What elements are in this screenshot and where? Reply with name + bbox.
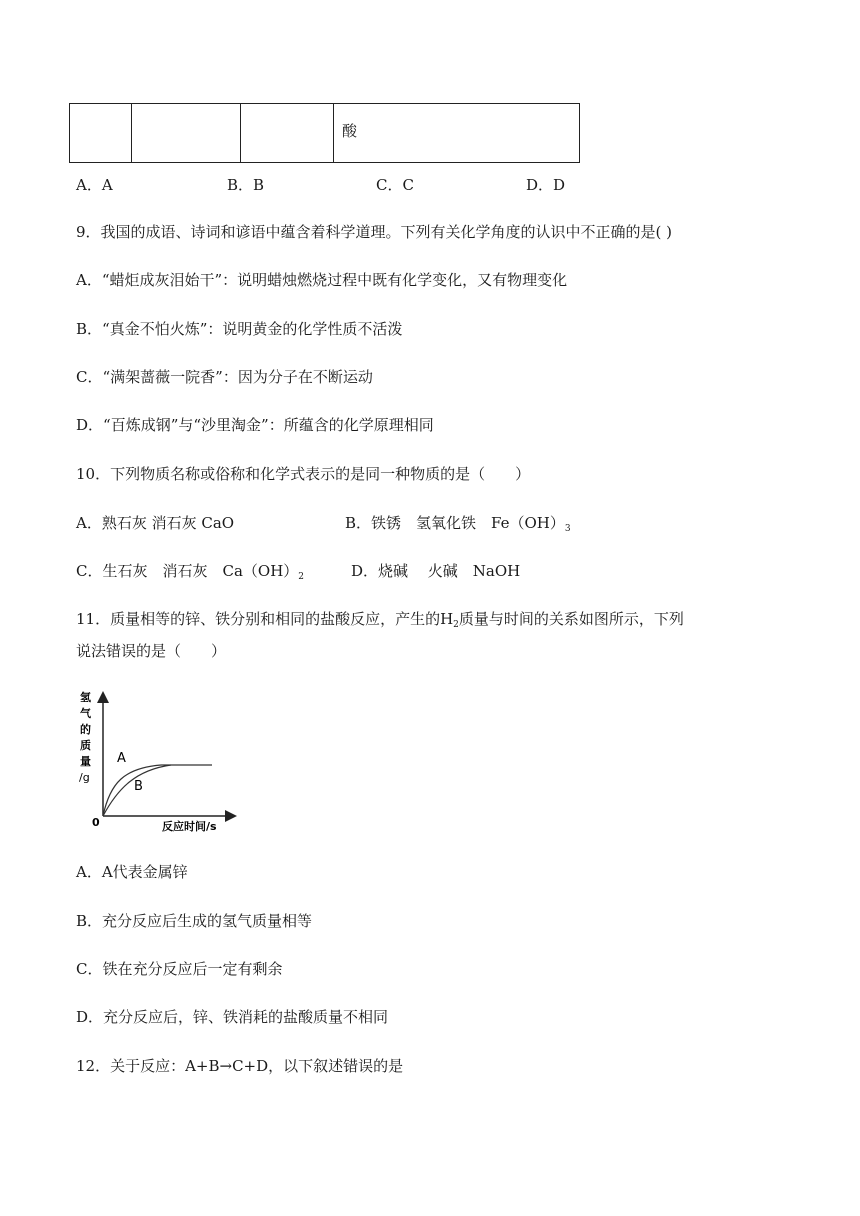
q10-option-d: D．烧碱 火碱 NaOH [351, 562, 521, 580]
q11-option-b: B．充分反应后生成的氢气质量相等 [76, 912, 313, 930]
q11-option-c: C．铁在充分反应后一定有剩余 [76, 960, 283, 978]
q9-option-a: A．“蜡炬成灰泪始干”：说明蜡烛燃烧过程中既有化学变化，又有物理变化 [76, 271, 568, 289]
y-axis-label-char: 质 [80, 739, 91, 752]
y-axis-label-char: 量 [80, 755, 91, 768]
q8-option-c: C．C [376, 176, 414, 194]
y-axis-label-char: 氢 [80, 691, 91, 704]
table-divider [240, 104, 241, 162]
q8-option-b: B．B [227, 176, 265, 194]
y-axis-label-char: /g [79, 771, 90, 784]
table-divider [131, 104, 132, 162]
q9-option-d: D．“百炼成钢”与“沙里淘金”：所蕴含的化学原理相同 [76, 416, 434, 434]
q9-option-c: C．“满架蔷薇一院香”：因为分子在不断运动 [76, 368, 373, 386]
q9-stem: 9．我国的成语、诗词和谚语中蕴含着科学道理。下列有关化学角度的认识中不正确的是( ) [76, 223, 673, 241]
hydrogen-mass-graph [76, 688, 246, 838]
q8-option-d: D．D [526, 176, 566, 194]
q10-option-c: C．生石灰 消石灰 $Ca(OH)_2$ [76, 562, 305, 582]
curve-b-label: B [134, 779, 143, 794]
x-axis-label: 反应时间/s [162, 820, 217, 833]
curve-a [103, 765, 161, 816]
q9-option-b: B．“真金不怕火炼”：说明黄金的化学性质不活泼 [76, 320, 403, 338]
table-divider [333, 104, 334, 162]
q10-stem: 10．下列物质名称或俗称和化学式表示的是同一种物质的是（ ） [76, 465, 531, 483]
y-axis-label-char: 的 [80, 723, 91, 736]
table-cell-text: 酸 [342, 122, 358, 140]
q12-stem: 12．关于反应：A+B→C+D，以下叙述错误的是 [76, 1057, 404, 1075]
q8-option-a: A．A [76, 176, 113, 194]
origin-label: 0 [92, 816, 100, 829]
q10-option-a: A．熟石灰 消石灰 CaO [76, 514, 235, 532]
answer-table-fragment [69, 103, 580, 163]
q11-stem-line2: 说法错误的是（ ） [76, 642, 227, 660]
curve-a-label: A [117, 751, 126, 766]
q11-option-a: A．A代表金属锌 [76, 863, 188, 881]
q11-option-d: D．充分反应后，锌、铁消耗的盐酸质量不相同 [76, 1008, 389, 1026]
q10-option-b: B．铁锈 氢氧化铁 $Fe(OH)_3$ [345, 514, 571, 534]
y-axis-label-char: 气 [80, 707, 91, 720]
q11-stem: 11．质量相等的锌、铁分别和相同的盐酸反应，产生的$H_2$质量与时间的关系如图所示，下列 [76, 610, 684, 630]
